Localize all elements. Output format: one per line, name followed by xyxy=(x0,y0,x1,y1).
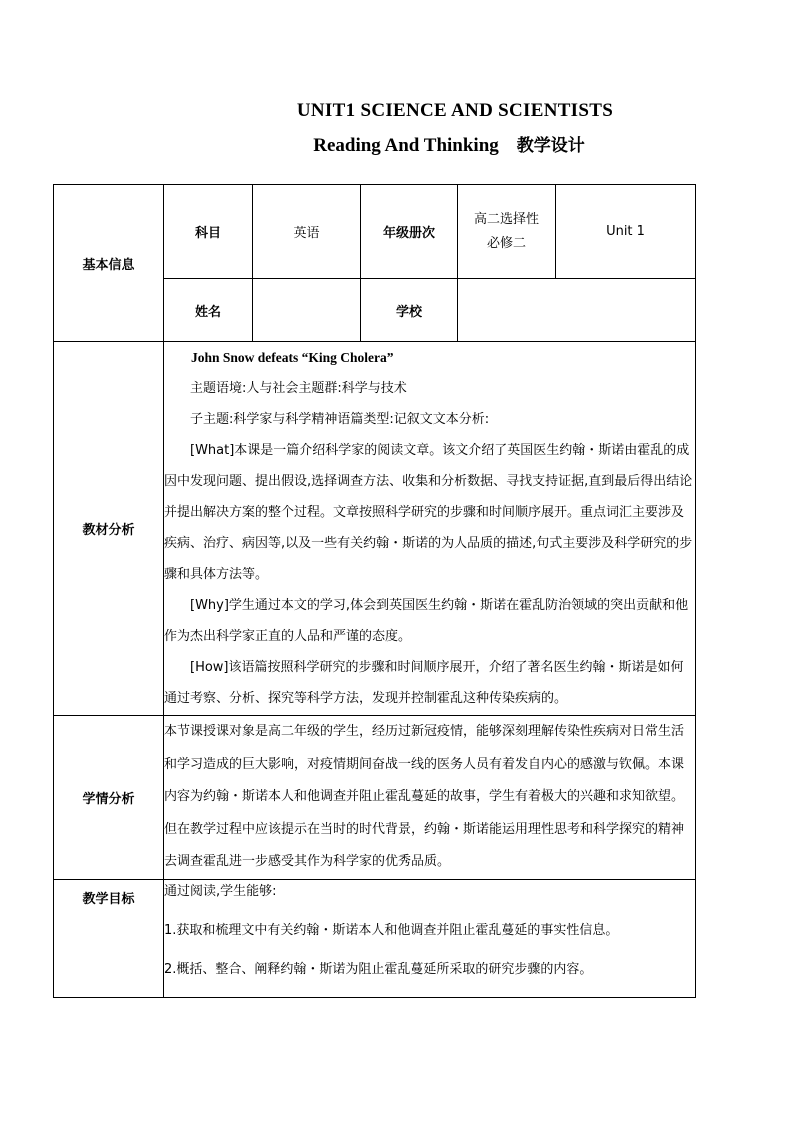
goal-item-1: 1.获取和梳理文中有关约翰・斯诺本人和他调查并阻止霍乱蔓延的事实性信息。 xyxy=(164,922,619,938)
unit-value: Unit 1 xyxy=(556,185,696,279)
text-title: John Snow defeats “King Cholera” xyxy=(191,350,394,365)
subject-label: 科目 xyxy=(164,185,253,279)
material-analysis-row xyxy=(54,342,696,716)
material-analysis-label: 教材分析 xyxy=(54,342,164,716)
how-paragraph: [How]该语篇按照科学研究的步骤和时间顺序展开，介绍了著名医生约翰・斯诺是如何通过考察、分析、探究等科学方法，发现并控制霍乱这种传染疾病的。 xyxy=(164,660,684,706)
student-analysis-label: 学情分析 xyxy=(54,716,164,880)
document-title: UNIT1 SCIENCE AND SCIENTISTS xyxy=(296,100,614,121)
sub-theme: 子主题:科学家与科学精神语篇类型:记叙文文本分析: xyxy=(190,412,490,427)
what-paragraph: [What]本课是一篇介绍科学家的阅读文章。该文介绍了英国医生约翰・斯诺由霍乱的成因中发现问题、提出假设,选择调查方法、收集和分析数据、寻找支持证据,直到最后得出结论并提出解决方案的整个过程。文章按照科学研究的步骤和时间顺序展开。重点词汇主要涉及疾病、治疗、病因等,以及一些有关约翰・斯诺的为人品质的描述,句式主要涉及科学研究的步骤和具体方法等。 xyxy=(164,443,693,582)
theme-context: 主题语境:人与社会主题群:科学与技术 xyxy=(190,381,407,396)
teaching-goals-row xyxy=(54,879,696,997)
school-value xyxy=(458,279,696,342)
student-analysis-row xyxy=(54,716,696,880)
school-label: 学校 xyxy=(361,279,458,342)
material-analysis-content xyxy=(164,342,696,716)
basic-info-label: 基本信息 xyxy=(54,185,164,342)
subtitle-english: Reading And Thinking xyxy=(313,135,499,156)
name-value xyxy=(253,279,361,342)
name-label: 姓名 xyxy=(164,279,253,342)
subject-value: 英语 xyxy=(253,185,361,279)
lesson-plan-table xyxy=(53,184,696,998)
grade-value-line1: 高二选择性 xyxy=(473,211,539,227)
grade-label: 年级册次 xyxy=(361,185,458,279)
subtitle-chinese: 教学设计 xyxy=(516,136,585,156)
goal-item-2: 2.概括、整合、阐释约翰・斯诺为阻止霍乱蔓延所采取的研究步骤的内容。 xyxy=(164,961,593,977)
grade-value-line2: 必修二 xyxy=(486,235,526,251)
student-analysis-content: 本节课授课对象是高二年级的学生，经历过新冠疫情，能够深刻理解传染性疾病对日常生活和学习造成的巨大影响，对疫情期间奋战一线的医务人员有着发自内心的感激与钦佩。本课内容为约翰・斯诺本人和他调查并阻止霍乱蔓延的故事，学生有着极大的兴趣和求知欲望。但在教学过程中应该提示在当时的时代背景，约翰・斯诺能运用理性思考和科学探究的精神去调查霍乱进一步感受其作为科学家的优秀品质。 xyxy=(164,716,696,880)
why-paragraph: [Why]学生通过本文的学习,体会到英国医生约翰・斯诺在霍乱防治领域的突出贡献和他作为杰出科学家正直的人品和严谨的态度。 xyxy=(164,598,689,644)
teaching-goals-label: 教学目标 xyxy=(54,879,164,997)
document-subtitle xyxy=(52,131,794,157)
goals-intro: 通过阅读,学生能够: xyxy=(164,883,277,899)
basic-info-row-1 xyxy=(54,185,696,279)
teaching-goals-content xyxy=(164,879,696,997)
grade-value xyxy=(458,185,556,279)
